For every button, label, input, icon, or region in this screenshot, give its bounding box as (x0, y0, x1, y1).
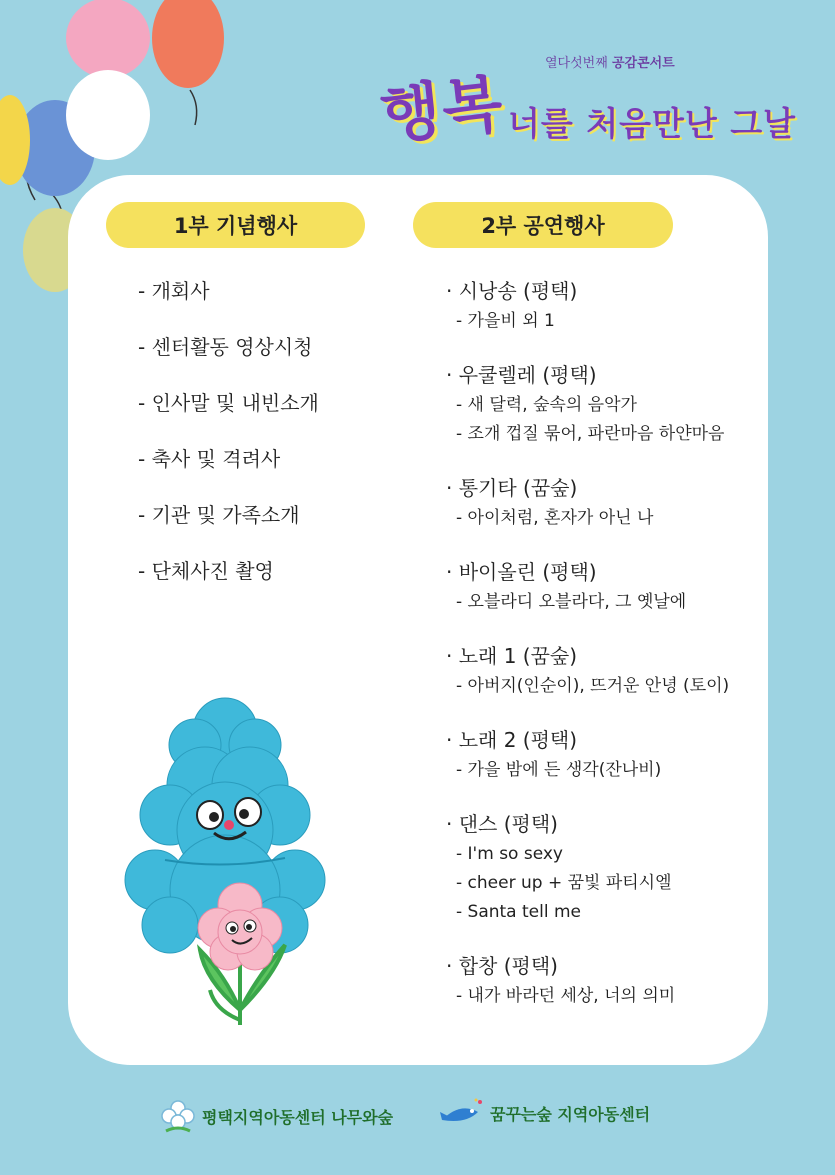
performance-title: · 댄스 (평택) (446, 812, 558, 836)
performance-title: · 우쿨렐레 (평택) (446, 363, 597, 387)
org1-logo (160, 1098, 393, 1134)
performance-section (446, 642, 766, 701)
part1-item: - 개회사 (138, 279, 210, 303)
org2-name: 꿈꾸는숲 지역아동센터 (490, 1104, 651, 1124)
performance-item: - 오블라디 오블라다, 그 옛날에 (456, 592, 687, 612)
part1-item: - 축사 및 격려사 (138, 447, 281, 471)
part1-item: - 인사말 및 내빈소개 (138, 391, 319, 415)
flower-logo-icon (160, 1098, 196, 1134)
org2-logo (440, 1098, 650, 1128)
performance-item: - cheer up + 꿈빛 파티시엘 (456, 873, 672, 893)
concert-subtitle (545, 52, 675, 71)
performance-item: - Santa tell me (456, 902, 582, 922)
part1-list (138, 277, 319, 613)
performance-item: - 가을 밤에 든 생각(잔나비) (456, 760, 662, 780)
performance-title: · 합창 (평택) (446, 954, 558, 978)
event-header (377, 40, 820, 170)
performance-title: · 통기타 (꿈숲) (446, 476, 578, 500)
performance-section (446, 558, 766, 617)
part1-item: - 센터활동 영상시청 (138, 335, 313, 359)
part1-label: 1부 기념행사 (106, 202, 365, 248)
performance-section (446, 474, 766, 533)
performance-title: · 바이올린 (평택) (446, 560, 597, 584)
org1-name: 평택지역아동센터 나무와숲 (202, 1107, 394, 1127)
performance-item: - 아버지(인순이), 뜨거운 안녕 (토이) (456, 676, 730, 696)
performance-item: - 아이처럼, 혼자가 아닌 나 (456, 508, 654, 528)
tree-character-illustration (110, 690, 340, 1035)
fish-logo-icon (440, 1098, 484, 1128)
title-happiness: 행복 (377, 66, 508, 153)
part2-label: 2부 공연행사 (413, 202, 673, 248)
part1-item: - 기관 및 가족소개 (138, 503, 300, 527)
performance-section (446, 810, 766, 927)
performance-item: - 가을비 외 1 (456, 311, 555, 331)
performance-section (446, 277, 766, 336)
footer (0, 1090, 835, 1150)
part2-list (446, 277, 766, 1036)
subtitle-prefix: 열다섯번째 (545, 56, 608, 71)
subtitle-bold: 공감콘서트 (611, 56, 675, 71)
performance-title: · 노래 1 (꿈숲) (446, 644, 578, 668)
performance-section (446, 361, 766, 449)
part1-item: - 단체사진 촬영 (138, 559, 274, 583)
performance-item: - 내가 바라던 세상, 너의 의미 (456, 986, 676, 1006)
performance-section (446, 952, 766, 1011)
performance-item: - I'm so sexy (456, 844, 563, 864)
performance-item: - 조개 껍질 묶어, 파란마음 하얀마음 (456, 424, 725, 444)
performance-section (446, 726, 766, 785)
performance-title: · 시낭송 (평택) (446, 279, 578, 303)
performance-item: - 새 달력, 숲속의 음악가 (456, 395, 637, 415)
title-phrase: 너를 처음만난 그날 (508, 104, 797, 143)
performance-title: · 노래 2 (평택) (446, 728, 578, 752)
